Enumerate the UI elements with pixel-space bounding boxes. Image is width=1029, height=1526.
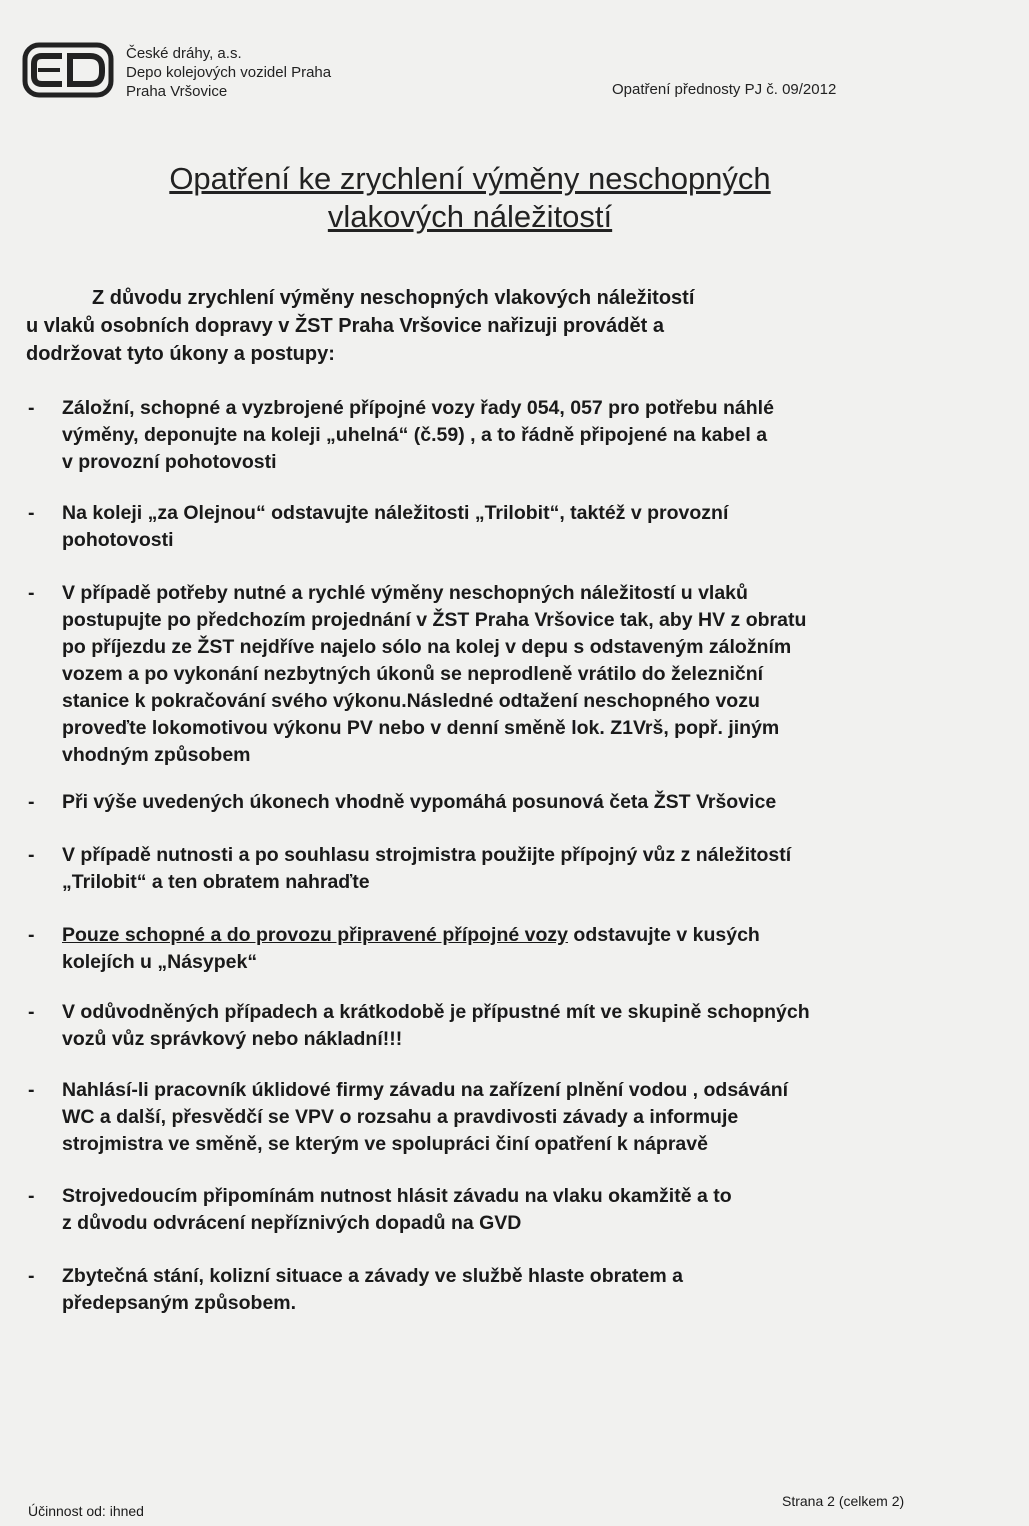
bullet-dash: -	[28, 1001, 35, 1023]
bullet-dash: -	[28, 582, 35, 604]
underlined-text: Pouze schopné a do provozu připravené přípojné vozy	[62, 924, 569, 946]
item-line: stanice k pokračování svého výkonu.Následné odtažení neschopného vozu	[62, 690, 760, 712]
bullet-dash: -	[28, 397, 35, 419]
page-number: Strana 2 (celkem 2)	[782, 1493, 905, 1509]
list-item	[28, 999, 810, 1053]
list-item	[28, 1077, 788, 1158]
list-item	[28, 922, 760, 976]
item-line: kolejích u „Násypek“	[62, 951, 258, 973]
cd-logo	[22, 42, 114, 98]
document-reference: Opatření přednosty PJ č. 09/2012	[612, 81, 837, 98]
effective-date: Účinnost od: ihned	[28, 1503, 144, 1519]
item-line: strojmistra ve směně, se kterým ve spolupráci činí opatření k nápravě	[62, 1133, 708, 1155]
item-line: postupujte po předchozím projednání v ŽST Praha Vršovice tak, aby HV z obratu	[62, 609, 807, 631]
item-line: vozů vůz správkový nebo nákladní!!!	[62, 1028, 403, 1050]
item-line: Zbytečná stání, kolizní situace a závady ve službě hlaste obratem a	[62, 1265, 683, 1287]
bullet-dash: -	[28, 1265, 35, 1287]
item-line: po příjezdu ze ŽST nejdříve najelo sólo na kolej v depu s odstaveným záložním	[62, 636, 792, 658]
bullet-dash: -	[28, 502, 35, 524]
bullet-dash: -	[28, 924, 35, 946]
intro-line: dodržovat tyto úkony a postupy:	[26, 343, 335, 365]
item-line: proveďte lokomotivou výkonu PV nebo v denní směně lok. Z1Vrš, popř. jiným	[62, 717, 780, 739]
item-line: Záložní, schopné a vyzbrojené přípojné vozy řady 054, 057 pro potřebu náhlé	[62, 397, 774, 419]
company-block	[126, 44, 331, 101]
item-line: Na koleji „za Olejnou“ odstavujte náležitosti „Trilobit“, taktéž v provozní	[62, 502, 729, 524]
bullet-dash: -	[28, 791, 35, 813]
list-item	[28, 580, 806, 769]
list-item	[28, 395, 774, 476]
bullet-dash: -	[28, 1079, 35, 1101]
item-line: Nahlásí-li pracovník úklidové firmy závadu na zařízení plnění vodou , odsávání	[62, 1079, 789, 1101]
depot-name: Depo kolejových vozidel Praha	[126, 64, 332, 81]
item-line: Strojvedoucím připomínám nutnost hlásit závadu na vlaku okamžitě a to	[62, 1185, 732, 1207]
item-line: V případě nutnosti a po souhlasu strojmistra použijte přípojný vůz z náležitostí	[62, 844, 792, 866]
company-name: České dráhy, a.s.	[126, 45, 242, 62]
item-line: vhodným způsobem	[62, 744, 251, 766]
list-item	[28, 842, 791, 896]
depot-location: Praha Vršovice	[126, 83, 228, 100]
item-line: v provozní pohotovosti	[62, 451, 277, 473]
bullet-dash: -	[28, 1185, 35, 1207]
item-line	[62, 922, 760, 949]
item-line: pohotovosti	[62, 529, 174, 551]
item-line: z důvodu odvrácení nepříznivých dopadů na GVD	[62, 1212, 522, 1234]
item-line: výměny, deponujte na koleji „uhelná“ (č.59) , a to řádně připojené na kabel a	[62, 424, 768, 446]
item-line: Při výše uvedených úkonech vhodně vypomáhá posunová četa ŽST Vršovice	[62, 791, 777, 813]
list-item	[28, 500, 728, 554]
title-line: vlakových náležitostí	[327, 199, 613, 234]
item-line: WC a další, přesvědčí se VPV o rozsahu a pravdivosti závady a informuje	[62, 1106, 739, 1128]
intro-paragraph	[26, 284, 694, 368]
bullet-dash: -	[28, 844, 35, 866]
intro-line: u vlaků osobních dopravy v ŽST Praha Vršovice nařizuji provádět a	[26, 315, 664, 337]
list-item	[28, 1183, 732, 1237]
item-line: „Trilobit“ a ten obratem nahraďte	[62, 871, 370, 893]
item-line: V odůvodněných případech a krátkodobě je přípustné mít ve skupině schopných	[62, 1001, 810, 1023]
intro-line: Z důvodu zrychlení výměny neschopných vlakových náležitostí	[92, 287, 695, 309]
item-line: vozem a po vykonání nezbytných úkonů se neprodleně vrátilo do železniční	[62, 663, 764, 685]
item-line: V případě potřeby nutné a rychlé výměny neschopných náležitostí u vlaků	[62, 582, 748, 604]
list-item	[28, 789, 776, 816]
title-line: Opatření ke zrychlení výměny neschopných	[169, 161, 771, 196]
item-text: odstavujte v kusých	[568, 924, 760, 946]
list-item	[28, 1263, 683, 1317]
document-title	[0, 160, 940, 236]
item-line: předepsaným způsobem.	[62, 1292, 297, 1314]
